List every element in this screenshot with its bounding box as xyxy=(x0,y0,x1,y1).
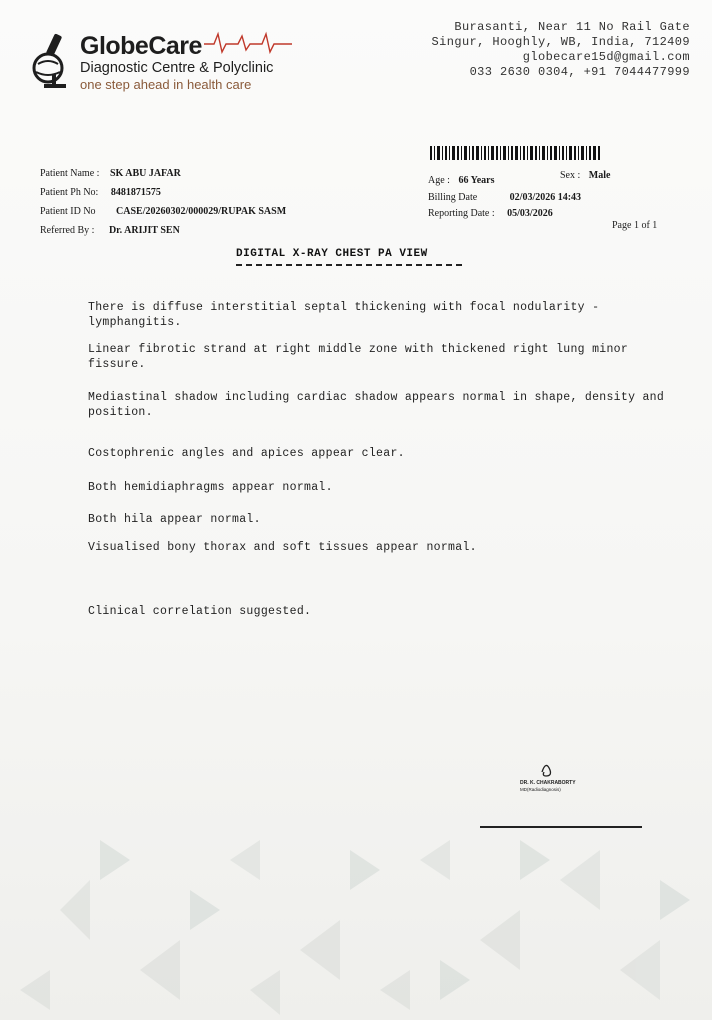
barcode xyxy=(430,146,604,166)
sex-row xyxy=(560,170,610,181)
reporting-date-value: 05/03/2026 xyxy=(507,208,553,219)
clinic-address xyxy=(432,20,690,80)
address-line: Burasanti, Near 11 No Rail Gate xyxy=(454,20,690,34)
patient-phone-row xyxy=(40,187,161,198)
brand-name: GlobeCare xyxy=(80,32,202,60)
patient-name-row xyxy=(40,168,181,179)
referred-by-value: Dr. ARIJIT SEN xyxy=(108,225,180,236)
reporting-date-label: Reporting Date : xyxy=(428,208,495,219)
finding-paragraph: Both hemidiaphragms appear normal. xyxy=(88,481,333,494)
billing-date-row xyxy=(428,192,581,203)
title-underline xyxy=(236,264,462,266)
address-line: Singur, Hooghly, WB, India, 712409 xyxy=(431,35,690,49)
patient-name-value: SK ABU JAFAR xyxy=(109,168,181,179)
report-title: DIGITAL X-RAY CHEST PA VIEW xyxy=(236,248,428,260)
patient-phone-value: 8481871575 xyxy=(110,187,161,198)
signature-qualification: MD(Radiodiagnosis) xyxy=(520,787,561,792)
billing-date-value: 02/03/2026 14:43 xyxy=(509,192,582,203)
ecg-line-icon xyxy=(204,30,292,54)
page-number: Page 1 of 1 xyxy=(612,220,658,231)
signature-name: DR. K. CHAKRABORTY xyxy=(520,780,576,786)
patient-id-label: Patient ID No xyxy=(40,206,96,217)
address-email: globecare15d@gmail.com xyxy=(522,50,690,64)
billing-date-label: Billing Date xyxy=(428,192,478,203)
clinical-conclusion: Clinical correlation suggested. xyxy=(88,605,312,618)
brand-tagline: one step ahead in health care xyxy=(80,77,252,92)
patient-phone-label: Patient Ph No: xyxy=(40,187,99,198)
finding-paragraph: Mediastinal shadow including cardiac shadow appears normal in shape, density and position. xyxy=(88,391,665,419)
finding-paragraph: Visualised bony thorax and soft tissues appear normal. xyxy=(88,541,477,554)
age-row xyxy=(428,175,494,186)
sex-label: Sex : xyxy=(560,170,581,181)
patient-name-label: Patient Name : xyxy=(40,168,100,179)
decorative-triangle-pattern xyxy=(0,820,712,1020)
age-value: 66 Years xyxy=(458,175,495,186)
patient-id-row xyxy=(40,206,286,217)
sex-value: Male xyxy=(588,170,611,181)
finding-paragraph: Linear fibrotic strand at right middle zone with thickened right lung minor fissure. xyxy=(88,343,629,371)
referred-by-label: Referred By : xyxy=(40,225,95,236)
finding-paragraph: There is diffuse interstitial septal thickening with focal nodularity -lymphangitis. xyxy=(88,301,600,329)
finding-paragraph: Both hila appear normal. xyxy=(88,513,261,526)
globe-microscope-logo-icon xyxy=(30,30,76,94)
brand-subtitle: Diagnostic Centre & Polyclinic xyxy=(80,60,274,76)
age-label: Age : xyxy=(428,175,450,186)
patient-id-value: CASE/20260302/000029/RUPAK SASM xyxy=(116,206,287,217)
finding-paragraph: Costophrenic angles and apices appear clear. xyxy=(88,447,405,460)
doctor-signature-stamp xyxy=(520,758,590,798)
reporting-date-row xyxy=(428,208,553,219)
referred-by-row xyxy=(40,225,180,236)
address-phone: 033 2630 0304, +91 7044477999 xyxy=(469,65,690,79)
